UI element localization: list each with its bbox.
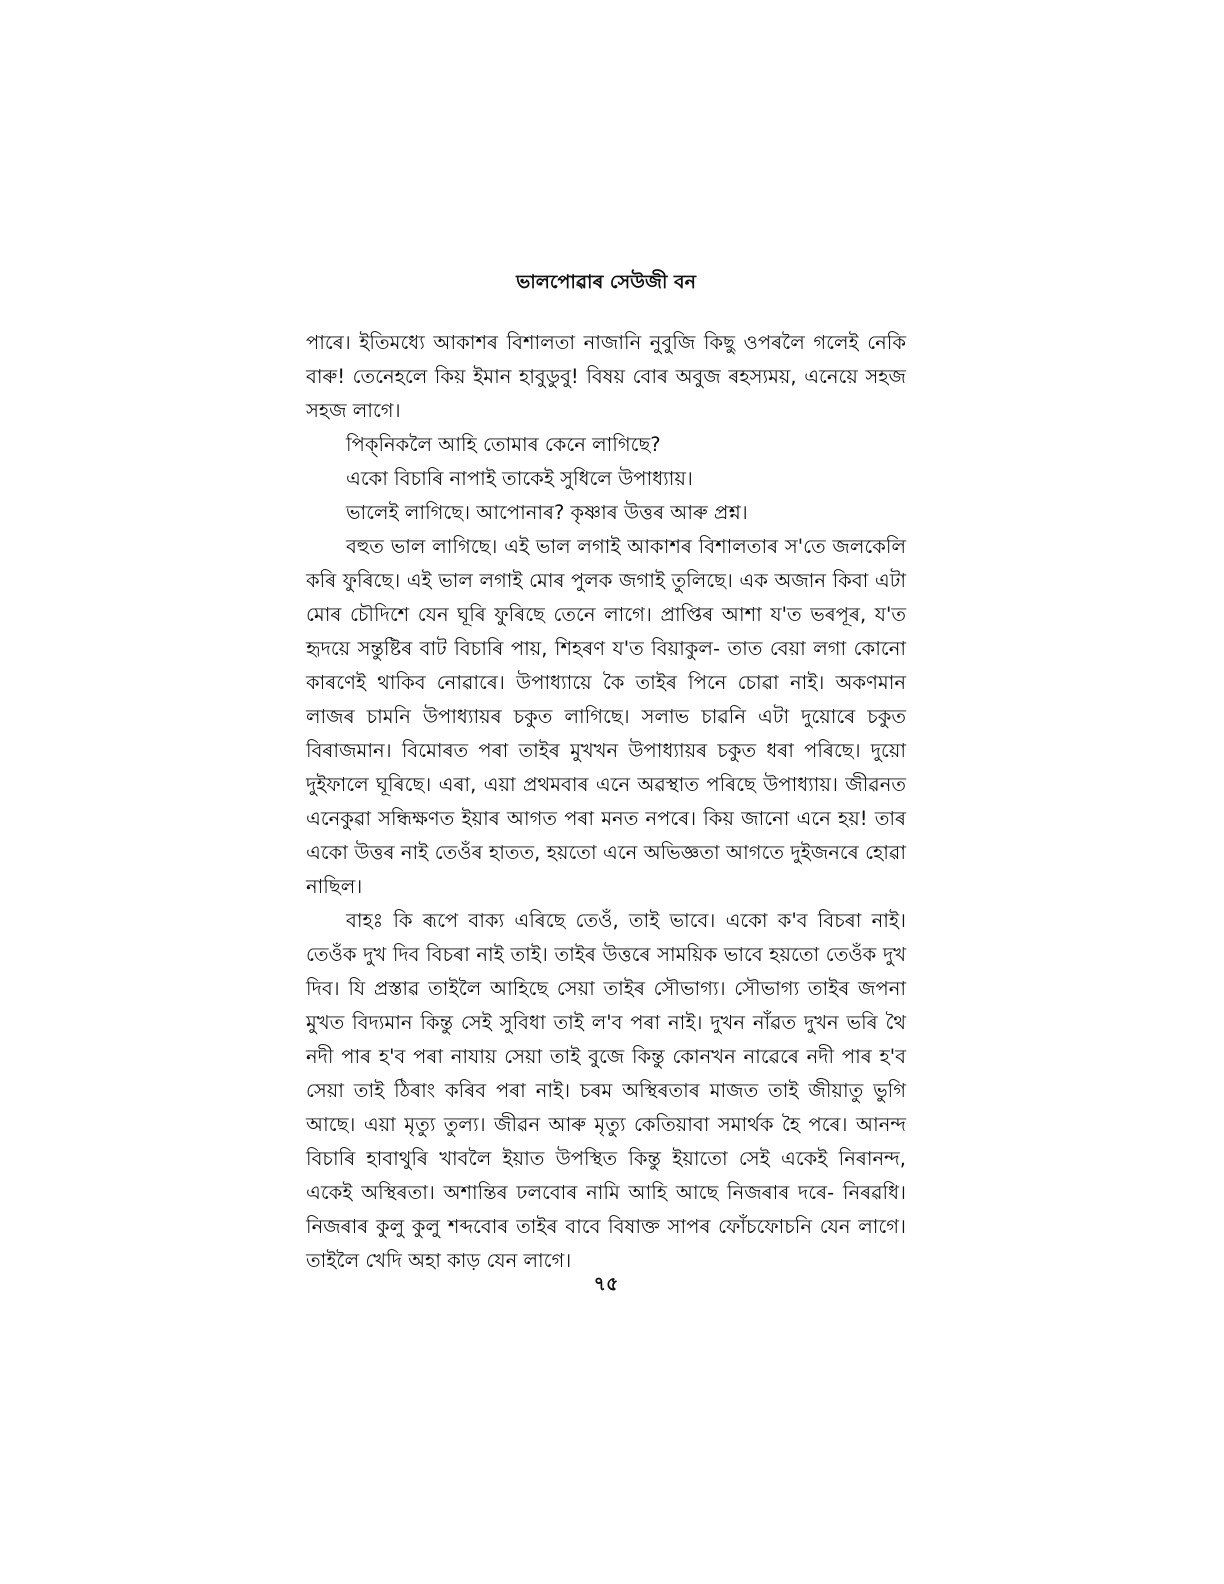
body-text xyxy=(306,326,906,1278)
page-number: ৭৫ xyxy=(593,1273,619,1295)
running-head-title: ভালপোৱাৰ সেউজী বন xyxy=(516,271,696,293)
paragraph-dialogue-question: পিক্‌নিকলৈ আহি তোমাৰ কেনে লাগিছে? xyxy=(346,433,661,456)
paragraph-dialogue-answer: ভালেই লাগিছে। আপোনাৰ? কৃষ্ণাৰ উত্তৰ আৰু প্ৰশ্ন। xyxy=(346,501,748,524)
paragraph-dialogue-narration: একো বিচাৰি নাপাই তাকেই সুধিলে উপাধ্যায়। xyxy=(346,467,693,490)
paragraph-continued: পাৰে। ইতিমধ্যে আকাশৰ বিশালতা নাজানি নুবুজি কিছু ওপৰলৈ গলেই নেকি বাৰু! তেনেহলে কিয় ইমান হাবুডুবু! বিষয় বোৰ অবুজ ৰহস্যময়, এনেয়ে সহজ সহজ লাগে। xyxy=(306,331,906,422)
paragraph-reflection: বহুত ভাল লাগিছে। এই ভাল লগাই আকাশৰ বিশালতাৰ স'তে জলকেলি কৰি ফুৰিছে। এই ভাল লগাই মোৰ পুলক জগাই তুলিছে। এক অজান কিবা এটা মোৰ চৌদিশে যেন ঘূৰি ফুৰিছে তেনে লাগে। প্ৰাপ্তিৰ আশা য'ত ভৰপূৰ, য'ত হৃদয়ে সন্তুষ্টিৰ বাট বিচাৰি পায়, শিহৰণ য'ত বিয়াকুল- তাত বেয়া লগা কোনো কাৰণেই থাকিব নোৱাৰে। উপাধ্যায়ে কৈ তাইৰ পিনে চোৱা নাই। অকণমান লাজৰ চামনি উপাধ্যায়ৰ চকুত লাগিছে। সলাভ চাৱনি এটা দুয়োৰে চকুত বিৰাজমান। বিমোৰত পৰা তাইৰ মুখখন উপাধ্যায়ৰ চকুত ধৰা পৰিছে। দুয়ো দুইফালে ঘূৰিছে। এৰা, এয়া প্ৰথমবাৰ এনে অৱস্থাত পৰিছে উপাধ্যায়। জীৱনত এনেকুৱা সন্ধিক্ষণত ইয়াৰ আগত পৰা মনত নপৰে। কিয় জানো এনে হয়! তাৰ একো উত্তৰ নাই তেওঁৰ হাতত, হয়তো এনে অভিজ্ঞতা আগতে দুইজনৰে হোৱা নাছিল। xyxy=(306,535,906,898)
paragraph-inner-conflict: বাহঃ কি ৰূপে বাক্য এৰিছে তেওঁ, তাই ভাবে। একো ক'ব বিচৰা নাই। তেওঁক দুখ দিব বিচৰা নাই তাই। তাইৰ উত্তৰে সাময়িক ভাবে হয়তো তেওঁক দুখ দিব। যি প্ৰস্তাৱ তাইলৈ আহিছে সেয়া তাইৰ সৌভাগ্য। সৌভাগ্য তাইৰ জপনা মুখত বিদ্যমান কিন্তু সেই সুবিধা তাই ল'ব পৰা নাই। দুখন নাঁৱত দুখন ভৰি থৈ নদী পাৰ হ'ব পৰা নাযায় সেয়া তাই বুজে কিন্তু কোনখন নাৱেৰে নদী পাৰ হ'ব সেয়া তাই ঠিৰাং কৰিব পৰা নাই। চৰম অস্থিৰতাৰ মাজত তাই জীয়াতু ভুগি আছে। এয়া মৃত্যু তুল্য। জীৱন আৰু মৃত্যু কেতিয়াবা সমাৰ্থক হৈ পৰে। আনন্দ বিচাৰি হাবাথুৰি খাবলৈ ইয়াত উপস্থিত কিন্তু ইয়াতো সেই একেই নিৰানন্দ, একেই অস্থিৰতা। অশান্তিৰ ঢলবোৰ নামি আহি আছে নিজৰাৰ দৰে- নিৰৱধি। নিজৰাৰ কুলু কুলু শব্দবোৰ তাইৰ বাবে বিষাক্ত সাপৰ ফোঁচফোচনি যেন লাগে। তাইলৈ খেদি অহা কাড় যেন লাগে। xyxy=(306,909,906,1272)
